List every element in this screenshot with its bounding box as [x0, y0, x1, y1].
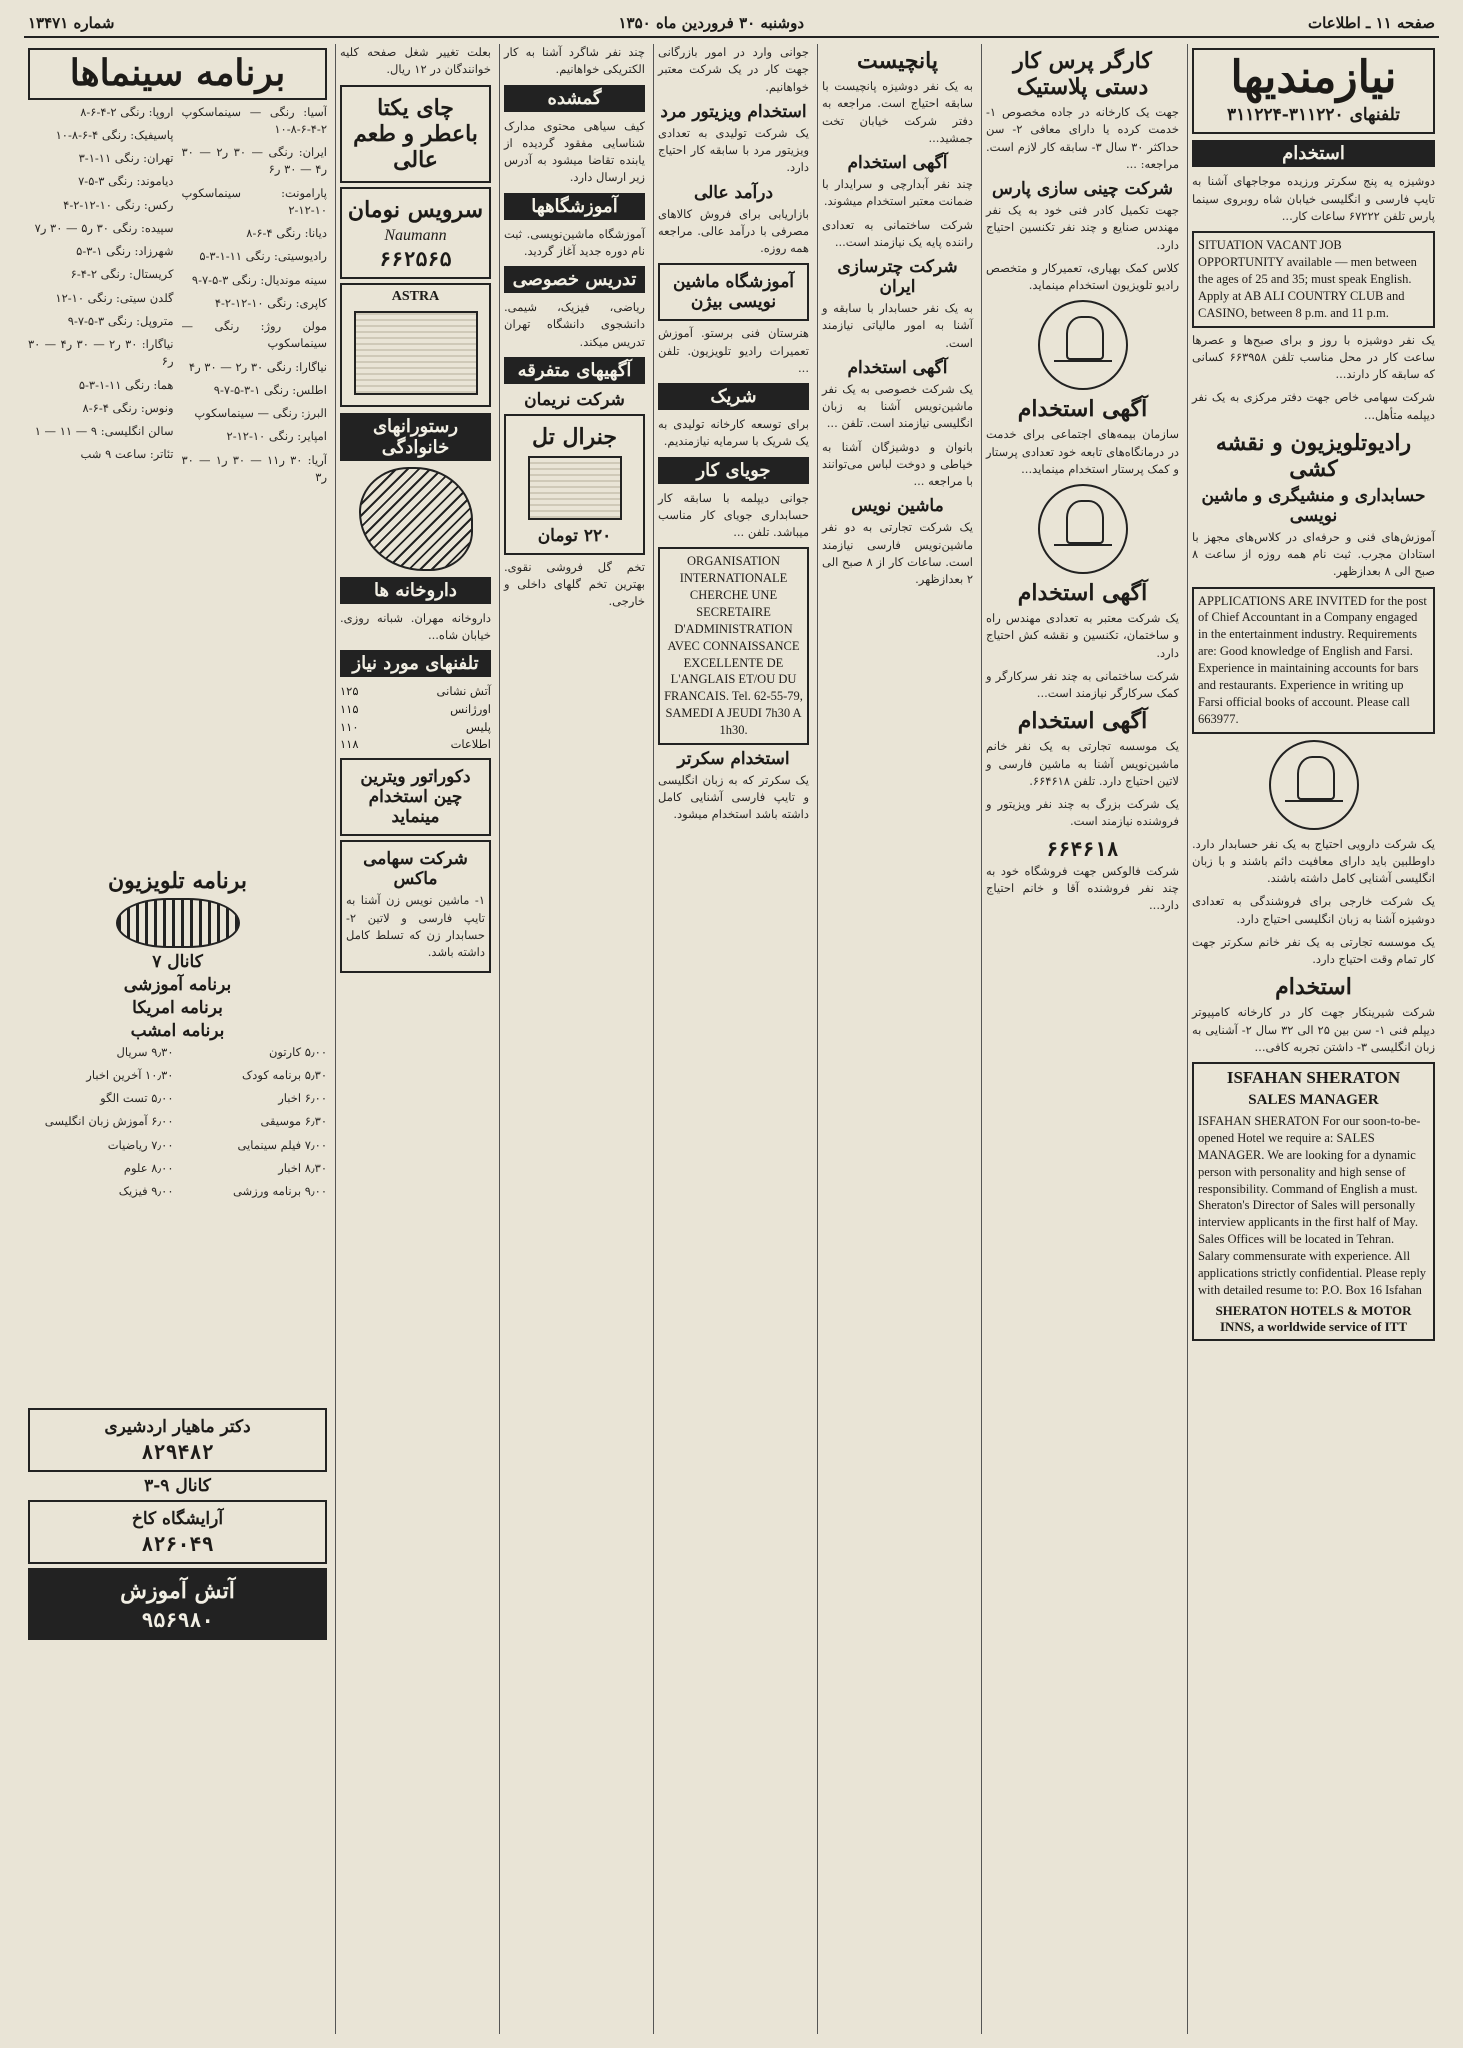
cinema-title: برنامه سینماها: [69, 52, 286, 94]
emblem-icon: [1038, 484, 1128, 574]
astra-ad: [340, 283, 491, 407]
channel-7: کانال ۷: [152, 951, 203, 972]
hen-logo-icon: [359, 467, 473, 571]
salon-phone: ۸۲۶۰۴۹: [141, 1531, 214, 1556]
needs-title-box: [1192, 48, 1435, 134]
naumann-phone: ۶۶۲۵۶۵: [379, 246, 452, 271]
cinema-listing: آسیا: رنگی — سینماسکوپ ۲-۴-۶-۸-۱۰ ایران: رنگی — ۳۰ ر۲ — ۳۰ ر۴ — ۳۰ ر۶ پارامونت: سینماسکوپ ۱۰-۱۲-۲ دیانا: رنگی ۴-۶-۸ رادیوسیتی: رنگی ۱۱-۱-۳-۵ سینه موندیال: رنگی ۳-۵-۷-۹ کاپری: رنگی ۱۰-۱۲-۲-۴ مولن روژ: رنگی — سینماسکوپ نیاگارا: رنگی ۳۰ ر۲ — ۳۰ ر۴ اطلس: رنگی ۱-۳-۵-۷-۹ البرز: رنگی — سینماسکوپ امپایر: رنگی ۱۰-۱۲-۲ آریا: ۳۰ ر۱۱ — ۳۰ ر۱ — ۳۰ ر۳ اروپا: رنگی ۲-۴-۶-۸ پاسیفیک: رنگی ۴-۶-۸-۱۰ تهران: رنگی ۱۱-۱-۳ دیاموند: رنگی ۳-۵-۷ رکس: رنگی ۱۰-۱۲-۲-۴ سپیده: رنگی ۳۰ ر۵ — ۳۰ ر۷ شهرزاد: رنگی ۱-۳-۵ کریستال: رنگی ۲-۴-۶ گلدن سیتی: رنگی ۱۰-۱۲ متروپل: رنگی ۳-۵-۷-۹ نیاگارا: ۳۰ ر۲ — ۳۰ ر۴ — ۳۰ ر۶ هما: رنگی ۱۱-۱-۳-۵ ونوس: رنگی ۴-۶-۸ سالن انگلیسی: ۹ — ۱۱ — ۱ تئاتر: ساعت ۹ شب: [28, 104, 327, 484]
misc-band: آگهیهای متفرقه: [504, 357, 645, 384]
employment-title: استخدام: [1275, 974, 1352, 1001]
needed-phones-band: تلفنهای مورد نیاز: [340, 650, 491, 677]
ads-column-6: [335, 44, 495, 2034]
page-header: [24, 10, 1439, 38]
filler-text: چند نفر شاگرد آشنا به کار الکتریکی خواهانیم.: [504, 45, 645, 77]
private-tutoring-band: تدریس خصوصی: [504, 266, 645, 293]
filler-text: هنرستان فنی برستو. آموزش تعمیرات رادیو تلویزیون. تلفن ...: [658, 326, 809, 375]
employment-notice: آگهی استخدام: [847, 153, 948, 173]
emblem-icon: [1038, 300, 1128, 390]
filler-text: تخم گل فروشی نقوی. بهترین تخم گلهای داخلی و خارجی.: [504, 559, 645, 609]
astra-artwork: [354, 311, 478, 395]
ads-column-3: [817, 44, 977, 2034]
doctor-ad: [28, 1408, 327, 1472]
filler-text: جهت تکمیل کادر فنی خود به یک نفر مهندس صنایع و چند نفر تکنسین احتیاج دارد. کلاس کمک بهیاری، تعمیرکار و متخصص رادیو تلویزیون استخدام مینماید.: [986, 203, 1179, 292]
filler-text: یک شرکت خصوصی به یک نفر ماشین‌نویس آشنا به زبان انگلیسی نیازمند است. تلفن ... بانوان و دوشیزگان آشنا به خیاطی و دوخت لباس می‌توانند با مراجعه ...: [822, 381, 973, 488]
typing-school-title: آموزشگاه ماشین نویسی بیژن: [672, 272, 795, 313]
company-emblem-icon: [1269, 740, 1359, 830]
salon-ad: [28, 1500, 327, 1564]
employment-notice: آگهی استخدام: [1017, 396, 1148, 423]
employment-band: استخدام: [1192, 140, 1435, 167]
issue-number: شماره ۱۳۴۷۱: [28, 14, 115, 32]
employment-notice-2: آگهی استخدام: [847, 357, 948, 378]
umbrella-company: شرکت چترسازی ایران: [837, 257, 958, 297]
phone-list: آتش نشانی ۱۲۵ اورژانس ۱۱۵ پلیس ۱۱۰ اطلاعات ۱۱۸: [340, 684, 491, 752]
doctor-name: دکتر ماهیار اردشیری: [104, 1416, 251, 1437]
filler-text: یک موسسه تجارتی به یک نفر خانم ماشین‌نویس آشنا به ماشین فارسی و لاتین احتیاج دارد. تلفن ۶۶۴۶۱۸. یک شرکت بزرگ به چند نفر ویزیتور و فروشنده نیازمند است.: [986, 739, 1179, 829]
tea-ad: [340, 85, 491, 183]
filler-text: یک شرکت تولیدی به تعدادی ویزیتور مرد با سابقه کار احتیاج دارد.: [658, 125, 809, 175]
employment-notice-2: آگهی استخدام: [1017, 580, 1148, 606]
naumann-ad: [340, 187, 491, 279]
general-tel-title: جنرال تل: [532, 423, 617, 450]
filler-text: بعلت تغییر شغل صفحه کلیه خوانندگان در ۱۲ ریال.: [340, 45, 491, 77]
filler-text: ریاضی، فیزیک، شیمی. دانشجوی دانشگاه تهران تدریس میکند.: [504, 300, 645, 349]
filler-text: جوانی وارد در امور بازرگانی جهت کار در یک شرکت معتبر خواهانیم.: [658, 45, 809, 94]
filler-text: سازمان بیمه‌های اجتماعی برای خدمت در درمانگاه‌های تابعه خود تعدادی پرستار و کمک پرستار استخدام مینماید...: [986, 427, 1179, 476]
needs-phones: تلفنهای ۳۱۱۲۲۰-۳۱۱۲۲۴: [1227, 105, 1400, 126]
decorator-title: دکوراتور ویترین چین استخدام مینماید: [360, 767, 471, 828]
ads-column-2: [981, 44, 1183, 2034]
filler-text: چند نفر آبدارچی و سرایدار با ضمانت معتبر استخدام میشوند. شرکت ساختمانی به تعدادی راننده پایه یک نیازمند است...: [822, 177, 973, 249]
filler-text: یک سکرتر که به زبان انگلیسی و تایپ فارسی آشنایی کامل داشته باشد استخدام میشود.: [658, 772, 809, 822]
filler-text: برای توسعه کارخانه تولیدی به یک شریک با سرمایه نیازمندیم.: [658, 417, 809, 449]
naumann-service: سرویس نومان: [347, 196, 484, 223]
decorator-ad: [340, 758, 491, 836]
filler-text: بازاریابی برای فروش کالاهای مصرفی با درآمد عالی. مراجعه همه روزه.: [658, 206, 809, 255]
filler-text: به یک نفر حسابدار با سابقه و آشنا به امور مالیاتی نیازمند است.: [822, 301, 973, 350]
tv-schedule: ۵٫۰۰ کارتون ۵٫۳۰ برنامه کودک ۶٫۰۰ اخبار ۶٫۳۰ موسیقی ۷٫۰۰ فیلم سینمایی ۸٫۳۰ اخبار ۹٫۰۰ برنامه ورزشی ۹٫۳۰ سریال ۱۰٫۳۰ آخرین اخبار ۵٫۰۰ تست الگو ۶٫۰۰ آموزش زبان انگلیسی ۷٫۰۰ ریاضیات ۸٫۰۰ علوم ۹٫۰۰ فیزیک: [44, 1044, 327, 1199]
filler-text: جوانی دیپلمه با سابقه کار حسابداری جویای کار مناسب میباشد. تلفن ...: [658, 490, 809, 539]
lost-band: گمشده: [504, 85, 645, 112]
tv-logo-icon: [116, 898, 240, 948]
nariman-company: شرکت نریمان: [524, 389, 625, 410]
filler-text: یک شرکت معتبر به تعدادی مهندس راه و ساختمان، تکنسین و نقشه کش احتیاج دارد. شرکت ساختمانی به چند نفر سرکارگر و کمک سرکارگر نیازمند است...: [986, 611, 1179, 700]
naumann-brand: Naumann: [384, 226, 447, 244]
newspaper-page: [24, 10, 1439, 2038]
tv-title: برنامه تلویزیون: [107, 867, 247, 894]
filler-text: جهت یک کارخانه در جاده مخصوص ۱- خدمت کرده یا دارای معافی ۲- سن حداکثر ۳۰ سال ۳- سابقه کار لازم است. مراجعه: ...: [986, 105, 1179, 171]
filler-text: دوشیزه یه پنج سکرتر ورزیده موجاجهای آشنا به تایپ فارسی و انگلیسی خیابان شاه روبروی سینما پارس تلفن ۶۷۲۲۲ ساعات کار...: [1192, 174, 1435, 223]
cinema-title-box: [28, 48, 327, 100]
phone-number: ۶۶۴۶۱۸: [1046, 836, 1119, 861]
general-tel-price: ۲۲۰ تومان: [537, 525, 612, 546]
sheraton-ad: [1192, 1062, 1435, 1341]
filler-text: شرکت فالوکس جهت فروشگاه خود به چند نفر فروشنده آقا و خانم احتیاج دارد...: [986, 863, 1179, 912]
driving-school-ad: [28, 1568, 327, 1640]
job-seeker-band: جویای کار: [658, 457, 809, 484]
educational-program: برنامه آموزشی: [123, 974, 232, 995]
astra-logo: ASTRA: [391, 288, 440, 304]
sheraton-body: ISFAHAN SHERATON For our soon-to-be-opened Hotel we require a: SALES MANAGER. We are looking for a dynamic person with personality and high sense of responsibility. Command of English a must. Sheraton's Director of Sales will personally interview applicants in the first half of May. Sales Offices will be located in Tehran. Salary commensurate with experience. All applications strictly confidential. Please reply with detailed resume to: P.O. Box 16 Isfahan: [1198, 1114, 1427, 1297]
cinema-column: [24, 44, 331, 2034]
general-tel-ad: [504, 414, 645, 555]
channel-9: کانال ۹-۳: [144, 1475, 211, 1496]
filler-text: شرکت شیرینکار جهت کار در کارخانه کامپیوتر دیپلم فنی ۱- سن بین ۲۵ الی ۳۲ سال ۲- آشنایی به زبان انگلیسی ۳- داشتن تجربه کافی...: [1192, 1005, 1435, 1054]
telephone-icon: [528, 456, 622, 520]
partner-band: شریک: [658, 383, 809, 410]
filler-text: یک شرکت دارویی احتیاج به یک نفر حسابدار دارد. داوطلبین باید دارای معافیت دائم باشند و با زبان انگلیسی آشنایی کامل داشته باشند. یک شرکت خارجی برای فروشندگی به تعدادی دوشیزه آشنا به زبان انگلیسی احتیاج دارد. یک موسسه تجارتی به یک نفر خانم سکرتر جهت کار تمام وقت احتیاج دارد.: [1192, 836, 1435, 967]
tonight-program: برنامه امشب: [130, 1020, 225, 1041]
filler-text: یک شرکت تجارتی به دو نفر ماشین‌نویس فارسی نیازمند است. ساعات کار از ۸ صبح الی ۲ بعدازظهر.: [822, 520, 973, 586]
employment-notice-3: آگهی استخدام: [1017, 708, 1148, 735]
ads-column-5: [499, 44, 649, 2034]
needs-column: [1187, 44, 1439, 2034]
filler-text: به یک نفر دوشیزه پانچیست با سابقه احتیاج است. مراجعه به دفتر شرکت خیابان تخت جمشید...: [822, 79, 973, 145]
typing-school-ad: [658, 263, 809, 321]
income-title: درآمد عالی: [693, 182, 774, 203]
driving-school-phone: ۹۵۶۹۸۰: [141, 1607, 214, 1632]
doctor-phone: ۸۲۹۴۸۲: [141, 1439, 214, 1464]
needs-title: نیازمندیها: [1230, 52, 1397, 103]
porcelain-company: شرکت چینی سازی پارس: [992, 179, 1173, 199]
maks-title: شرکت سهامی ماکس: [363, 849, 468, 890]
filler-text: آموزش‌های فنی و حرفه‌ای در کلاس‌های مجهز با استادان مجرب. ثبت نام همه روزه از ساعت ۸ صبح الی ۸ بعدازظهر.: [1192, 529, 1435, 579]
filler-text: یک نفر دوشیزه با روز و برای صبح‌ها و عصرها ساعت کار در محل مناسب تلفن ۶۶۳۹۵۸ کسانی که سابقه کار دارند... شرکت سهامی خاص جهت دفتر مرکزی به یک نفر دیپلمه متأهل...: [1192, 332, 1435, 422]
punch-operator-title: پانچیست: [856, 48, 939, 74]
accounting-title: حسابداری و منشیگری و ماشین نویسی: [1201, 485, 1426, 526]
typist-title: ماشین نویس: [851, 496, 944, 517]
visitor-title: استخدام ویزیتور مرد: [660, 101, 807, 122]
press-worker-title: کارگر پرس کار دستی پلاستیک: [1013, 48, 1152, 100]
ads-column-4: [653, 44, 813, 2034]
driving-school-name: آتش آموزش: [120, 1577, 235, 1604]
radio-tv-title: رادیوتلویزیون و نقشه کشی: [1215, 429, 1412, 482]
situation-vacant-ad: SITUATION VACANT JOB OPPORTUNITY available — men between the ages of 25 and 35; must speak English. Apply at AB ALI COUNTRY CLUB and CASINO, between 8 p.m. and 11 p.m.: [1192, 231, 1435, 327]
maks-ad: [340, 840, 491, 973]
sheraton-title: ISFAHAN SHERATON: [1226, 1068, 1401, 1088]
secretary-title: استخدام سکرتر: [677, 748, 790, 769]
restaurants-band: رستورانهای خانوادگی: [340, 413, 491, 461]
filler-text: آموزشگاه ماشین‌نویسی. ثبت نام دوره جدید آغاز گردید.: [504, 226, 645, 258]
applications-invited-ad: APPLICATIONS ARE INVITED for the post of Chief Accountant in a Company engaged in the entertainment industry. Requirements are: Good knowledge of English and Farsi. Experience in maintaining accounts for bars and restaurants. Experience in writing up Farsi official books of account. Please call 663977.: [1192, 587, 1435, 734]
page-number: صفحه ۱۱ ـ اطلاعات: [1308, 14, 1435, 32]
french-organisation-ad: ORGANISATION INTERNATIONALE CHERCHE UNE SECRETAIRE D'ADMINISTRATION AVEC CONNAISSANCE EXCELLENTE DE L'ANGLAIS ET/OU DU FRANCAIS. Tel. 62-55-79, SAMEDI A JEUDI 7h30 A 1h30.: [658, 547, 809, 745]
pharmacy-band: داروخانه ها: [340, 577, 491, 604]
sheraton-position: SALES MANAGER: [1248, 1092, 1379, 1109]
tea-title: چای یکتا باعطر و طعم عالی: [353, 94, 478, 173]
filler-text: داروخانه مهران. شبانه روزی. خیابان شاه...: [340, 610, 491, 642]
filler-text: کیف سیاهی محتوی مدارک شناسایی مفقود گردیده از یابنده تقاضا میشود به آدرس زیر ارسال دارد.: [504, 118, 645, 185]
america-program: برنامه امریکا: [132, 997, 223, 1018]
salon-name: آرایشگاه کاخ: [131, 1508, 224, 1529]
filler-text: ۱- ماشین نویس زن آشنا به تایپ فارسی و لاتین ۲- حسابدار زن که تسلط کامل داشته باشد.: [346, 893, 485, 959]
issue-date: دوشنبه ۳۰ فروردین ماه ۱۳۵۰: [618, 14, 804, 32]
sheraton-footer: SHERATON HOTELS & MOTOR INNS, a worldwide service of ITT: [1215, 1302, 1412, 1334]
training-band: آموزشگاهها: [504, 193, 645, 220]
